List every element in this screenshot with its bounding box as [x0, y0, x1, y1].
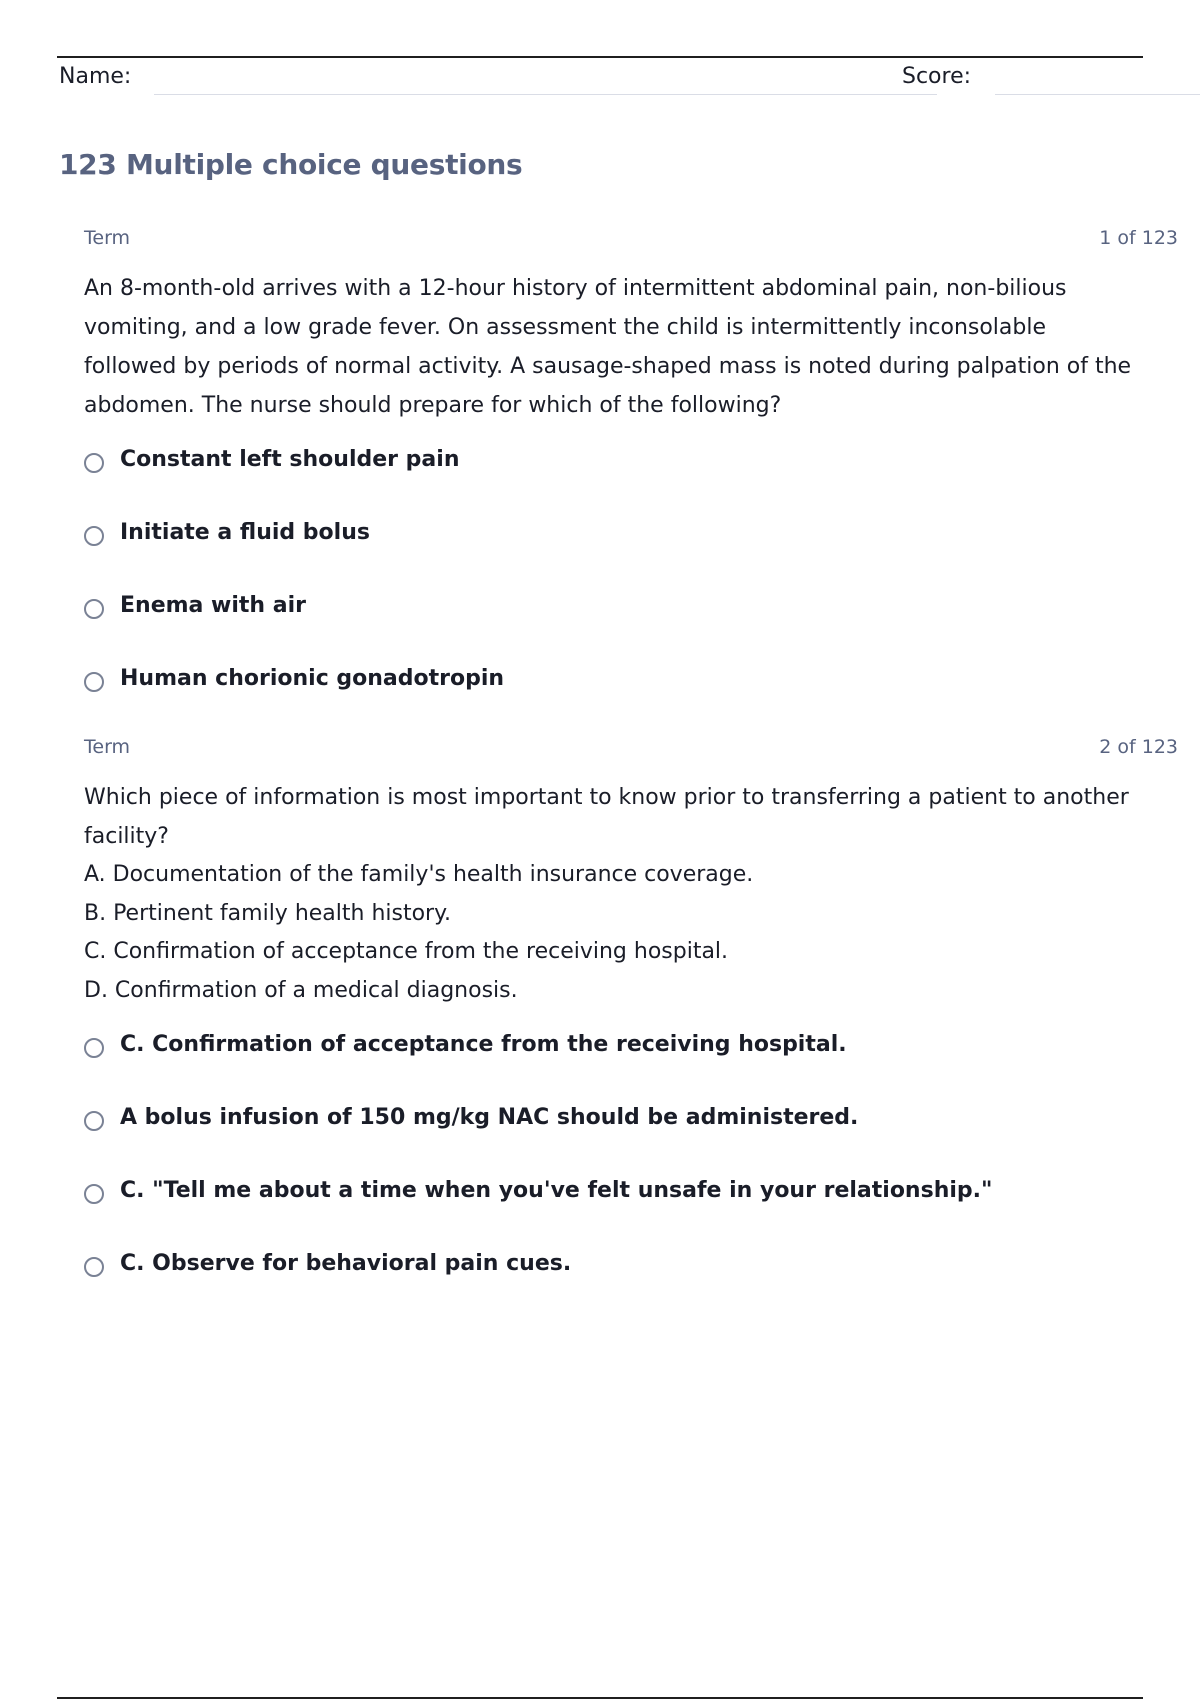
bottom-divider	[57, 1697, 1143, 1699]
question-card	[84, 736, 1178, 1324]
radio-icon[interactable]	[84, 453, 104, 473]
question-sub-item: D. Confirmation of a medical diagnosis.	[84, 977, 518, 1003]
score-field[interactable]	[995, 94, 1200, 95]
question-sub-item: A. Documentation of the family's health insurance coverage.	[84, 862, 754, 887]
question-header	[84, 227, 1178, 255]
answer-label: C. "Tell me about a time when you've felt unsafe in your relationship."	[120, 1178, 993, 1203]
question-counter: 2 of 123	[1099, 736, 1178, 758]
answer-label: A bolus infusion of 150 mg/kg NAC should be administered.	[120, 1105, 859, 1130]
answer-option[interactable]	[84, 520, 1178, 593]
answer-option[interactable]	[84, 593, 1178, 666]
radio-icon[interactable]	[84, 1257, 104, 1277]
question-text: Which piece of information is most important to know prior to transferring a patient to another facility?	[84, 785, 1129, 849]
radio-icon[interactable]	[84, 672, 104, 692]
page-title: 123 Multiple choice questions	[59, 148, 523, 181]
answer-option[interactable]	[84, 1032, 1178, 1105]
radio-icon[interactable]	[84, 1038, 104, 1058]
radio-icon[interactable]	[84, 526, 104, 546]
question-header	[84, 736, 1178, 764]
answer-label: Constant left shoulder pain	[120, 447, 460, 472]
answer-option[interactable]	[84, 666, 1178, 739]
answer-option[interactable]	[84, 1178, 1178, 1251]
term-label: Term	[84, 227, 131, 249]
name-label: Name:	[59, 64, 132, 89]
answer-label: Initiate a fluid bolus	[120, 520, 370, 545]
question-card	[84, 227, 1178, 739]
radio-icon[interactable]	[84, 599, 104, 619]
question-counter: 1 of 123	[1099, 227, 1178, 249]
question-sub-list	[84, 856, 1178, 1010]
answer-label: C. Observe for behavioral pain cues.	[120, 1251, 572, 1276]
worksheet-header	[59, 60, 1179, 96]
question-sub-item: C. Confirmation of acceptance from the receiving hospital.	[84, 939, 729, 964]
score-label: Score:	[902, 64, 972, 89]
answer-label: C. Confirmation of acceptance from the receiving hospital.	[120, 1032, 847, 1057]
answer-options	[84, 447, 1178, 739]
answer-options	[84, 1032, 1178, 1324]
answer-option[interactable]	[84, 1105, 1178, 1178]
radio-icon[interactable]	[84, 1111, 104, 1131]
answer-option[interactable]	[84, 447, 1178, 520]
term-label: Term	[84, 736, 131, 758]
answer-option[interactable]	[84, 1251, 1178, 1324]
top-divider	[57, 56, 1143, 58]
answer-label: Enema with air	[120, 593, 306, 618]
answer-label: Human chorionic gonadotropin	[120, 666, 505, 691]
question-text: An 8-month-old arrives with a 12-hour history of intermittent abdominal pain, non-bilious vomiting, and a low grade fever. On assessment the child is intermittently inconsolable followed by periods of normal activity. A sausage-shaped mass is noted during palpation of the abdomen. The nurse should prepare for which of the following?	[84, 276, 1132, 418]
radio-icon[interactable]	[84, 1184, 104, 1204]
name-field[interactable]	[154, 94, 937, 95]
question-sub-item: B. Pertinent family health history.	[84, 900, 451, 926]
